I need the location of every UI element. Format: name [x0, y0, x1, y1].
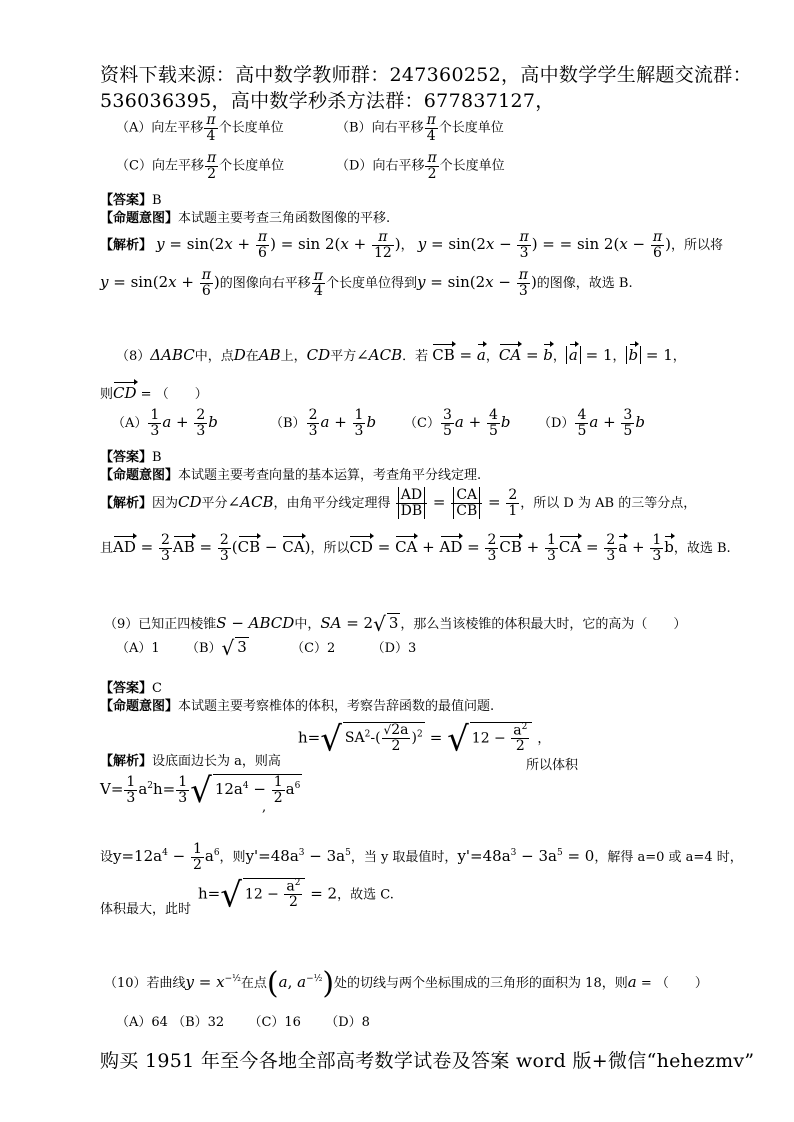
q9-answer: 【答案】C	[100, 681, 162, 696]
q8-stem-line-2: 则CD = （ ）	[100, 384, 208, 402]
q7-option-b: （B）向右平移 $\frac{\pi}{4}$ 个长度单位	[336, 112, 504, 144]
q9-stem: （9）已知正四棱锥S − ABCD中，SA = 2√ 3 ，那么当该棱锥的体积最大时，它的高为（ ）	[104, 612, 687, 636]
footer-text: 购买 1951 年至今各地全部高考数学试卷及答案 word 版+微信“hehezmv”	[100, 1050, 755, 1072]
q8-analysis-line-2: 且AD = $\frac{2}{3}$ AB = $\frac{2}{3}$ (CB − CA)，所以CD = CA + AD = $\frac{2}{3}$ CB + $\frac{1}{3}$ CA = $\frac{2}{3}$ a + $\frac{1}{3}$ b，故选 B.	[100, 532, 731, 564]
q9-final-formula: h=√ 12 − $\frac{a^2}{2}$ = 2，故选 C.	[198, 875, 394, 916]
q7-option-a: （A）向左平移 $\frac{\pi}{4}$ 个长度单位	[116, 112, 284, 144]
q9-option-c: （C）2	[291, 641, 336, 656]
q9-option-b: （B）√ 3	[185, 636, 247, 660]
q8-analysis-line-1: 【解析】因为CD平分∠ACB，由角平分线定理得 $\frac{AD}{DB}$ = $\frac{CA}{CB}$ = $\frac{2}{1}$ ，所以 D 为 AB 的三等分点，	[100, 487, 697, 519]
q8-stem-line-1: （8）ΔABC中，点D在AB上，CD平方∠ACB．若 CB = a，CA = b， a = 1， b = 1，	[116, 346, 686, 364]
q7-option-d: （D）向右平移 $\frac{\pi}{2}$ 个长度单位	[336, 150, 505, 182]
q9-analysis-line-4-text: 体积最大，此时	[100, 902, 192, 917]
q8-option-d: （D） $\frac{4}{5}$ a + $\frac{3}{5}$ b	[538, 407, 645, 439]
q9-volume-formula: V= $\frac{1}{3}$ $a^2h=$ $\frac{1}{3}$ √ $12a^4$ − $\frac{1}{2}$ $a^6$	[100, 771, 301, 812]
q8-option-b: （B） $\frac{2}{3}$ a + $\frac{1}{3}$ b	[270, 407, 377, 439]
q8-intent: 【命题意图】本试题主要考查向量的基本运算，考查角平分线定理.	[100, 468, 482, 483]
q9-option-d: （D）3	[371, 641, 417, 656]
q8-option-a: （A） $\frac{1}{3}$ a + $\frac{2}{3}$ b	[112, 407, 218, 439]
q10-option-c: （C）16	[248, 1015, 301, 1030]
q9-height-formula: h=√ $SA^2-$( $\frac{√2a}{2}$ )$^2$ = √ 12 − $\frac{a^2}{2}$ ，	[298, 719, 551, 760]
q10-option-a: （A）64	[116, 1015, 168, 1030]
q10-option-b: （B）32	[172, 1015, 225, 1030]
q8-option-c: （C） $\frac{3}{5}$ a + $\frac{4}{5}$ b	[404, 407, 511, 439]
header-line-2: 536036395，高中数学秒杀方法群：677837127，	[100, 90, 555, 112]
q9-analysis-line-3: 设$y=12a^4$ − $\frac{1}{2}$ $a^6$，则$y'=48a^3 - 3a^5$，当 y 取最值时，$y'=48a^3 - 3a^5 = 0$，解得 a=0 或 a=4 时，	[100, 841, 743, 873]
header-line-1: 资料下载来源：高中数学教师群：247360252，高中数学学生解题交流群：	[100, 64, 752, 86]
q7-option-c: （C）向左平移 $\frac{\pi}{2}$ 个长度单位	[116, 150, 285, 182]
q9-comma: ,	[262, 800, 267, 815]
q10-stem: （10）若曲线$y = x^{-\frac{1}{2}}$在点(a, $a^{-\frac{1}{2}}$)处的切线与两个坐标围成的三角形的面积为 18，则a = （ ）	[104, 966, 708, 1001]
q7-answer: 【答案】B	[100, 193, 162, 208]
q9-intent: 【命题意图】本试题主要考察椎体的体积，考察告辞函数的最值问题.	[100, 699, 495, 714]
q9-option-a: （A）1	[116, 641, 160, 656]
q10-option-d: （D）8	[325, 1015, 370, 1030]
q9-analysis-line-1-end: 所以体积	[526, 758, 579, 773]
q7-intent: 【命题意图】本试题主要考查三角函数图像的平移.	[100, 211, 391, 226]
q7-analysis-line-1: 【解析】 y = sin(2x + $\frac{\pi}{6}$ ) = sin 2(x + $\frac{\pi}{12}$ )， y = sin(2x − $\frac{\pi}{3}$ ) = = sin 2(x − $\frac{\pi}{6}$ )，所以将	[100, 229, 723, 261]
q9-analysis-line-1-text: 【解析】设底面边长为 a，则高	[100, 754, 281, 769]
q8-answer: 【答案】B	[100, 450, 162, 465]
q10-options	[116, 1011, 370, 1030]
q9-options	[116, 636, 416, 660]
q7-analysis-line-2: y = sin(2x + $\frac{\pi}{6}$ )的图像向右平移 $\frac{\pi}{4}$ 个长度单位得到y = sin(2x − $\frac{\pi}{3}$ )的图像，故选 B.	[100, 267, 633, 300]
